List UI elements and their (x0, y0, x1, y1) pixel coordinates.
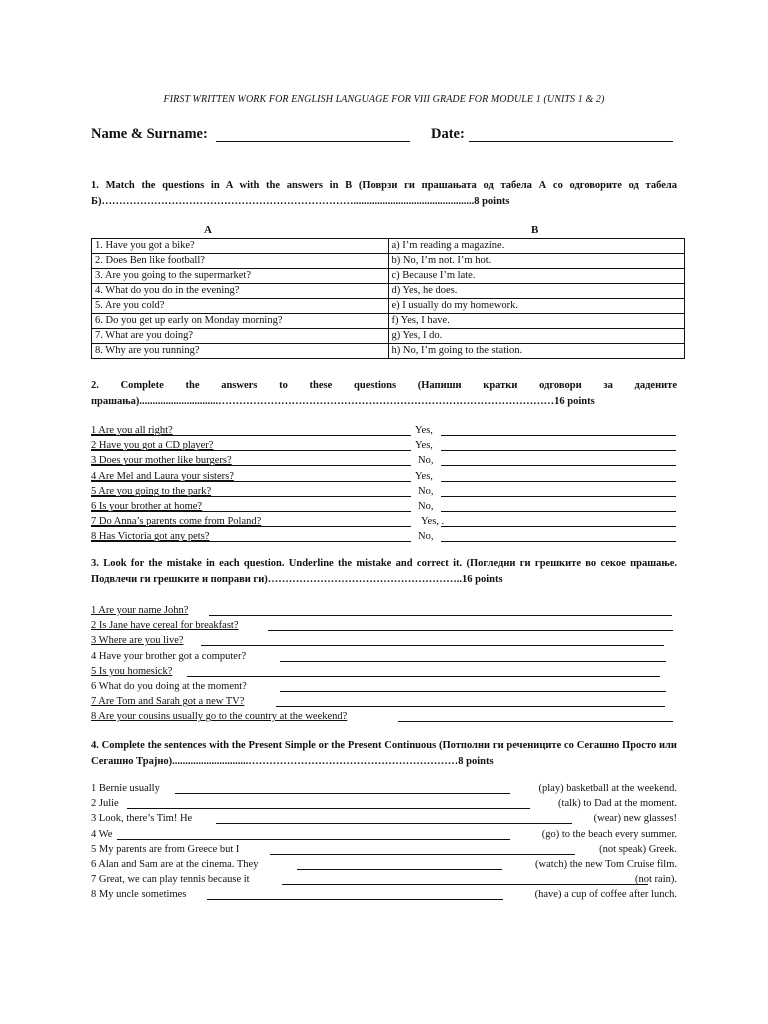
name-label: Name & Surname: (91, 126, 208, 142)
question-underline (91, 450, 411, 451)
correction-line[interactable] (280, 691, 666, 692)
verb-blank[interactable] (207, 899, 503, 900)
verb-blank[interactable] (297, 869, 502, 870)
section1-instruction-text: 1. Match the questions in A with the answers in B (Поврзи ги прашањата од табела А со одговорите од табела Б)……………………………………………………………….............................................. (91, 180, 677, 207)
question-text: 7 Are Tom and Sarah got a new TV? (91, 696, 245, 708)
question-underline (91, 481, 411, 482)
question-text: 1 Are you all right? (91, 425, 173, 436)
question-text: 2 Have you got a CD player? (91, 440, 214, 452)
correction-line[interactable] (201, 645, 664, 646)
question-cell: 2. Does Ben like football? (92, 254, 389, 269)
answer-prefix: No, (418, 501, 434, 512)
sentence-start: 2 Julie (91, 798, 119, 810)
question-cell: 7. What are you doing? (92, 329, 389, 344)
question-text: 8 Are your cousins usually go to the country at the weekend? (91, 711, 348, 723)
table-row (92, 299, 685, 314)
question-text: 7 Do Anna’s parents come from Poland? (91, 516, 262, 528)
answer-line[interactable] (441, 450, 676, 451)
sentence-start: 6 Alan and Sam are at the cinema. They (91, 859, 259, 870)
answer-prefix: Yes, (415, 425, 433, 436)
name-field[interactable] (216, 127, 410, 142)
section1-instruction (91, 178, 677, 210)
table-row (92, 284, 685, 299)
question-cell: 8. Why are you running? (92, 344, 389, 359)
table-row (92, 239, 685, 254)
question-underline (91, 465, 411, 466)
question-underline (91, 496, 411, 497)
question-text: 5 Are you going to the park? (91, 485, 212, 497)
sentence-end: (wear) new glasses! (593, 813, 677, 825)
table-row (92, 314, 685, 329)
section3-instruction (91, 556, 677, 588)
sentence-start: 3 Look, there’s Tim! He (91, 813, 193, 825)
column-a-header: A (204, 224, 212, 236)
answer-prefix: No, (418, 455, 434, 467)
question-underline (91, 511, 411, 512)
verb-blank[interactable] (270, 854, 575, 855)
section3-instruction-text: 3. Look for the mistake in each question. Underline the mistake and correct it. (Погледни ги грешките во секое прашање. Подвлечи ги грешките и поправи ги)……………………………………………….. (91, 558, 677, 585)
correction-line[interactable] (187, 676, 660, 677)
correction-line[interactable] (209, 615, 672, 616)
answer-cell: f) Yes, I have. (388, 314, 685, 329)
question-text: 3 Does your mother like burgers? (91, 455, 232, 467)
document-title: FIRST WRITTEN WORK FOR ENGLISH LANGUAGE FOR VIII GRADE FOR MODULE 1 (UNITS 1 & 2) (163, 94, 605, 105)
question-underline (91, 541, 411, 542)
question-cell: 6. Do you get up early on Monday morning? (92, 314, 389, 329)
sentence-start: 4 We (91, 828, 113, 840)
sentence-end: (not rain). (635, 874, 677, 886)
verb-blank[interactable] (282, 884, 648, 885)
question-cell: 1. Have you got a bike? (92, 239, 389, 254)
date-field[interactable] (469, 127, 673, 142)
verb-blank[interactable] (216, 823, 572, 824)
sentence-start: 1 Bernie usually (91, 783, 160, 794)
question-cell: 5. Are you cold? (92, 299, 389, 314)
section2-points: 16 points (554, 396, 595, 407)
question-text: 3 Where are you live? (91, 635, 184, 647)
question-text: 2 Is Jane have cereal for breakfast? (91, 620, 239, 632)
section4-points: 8 points (458, 756, 494, 767)
sentence-start: 8 My uncle sometimes (91, 889, 187, 901)
answer-prefix: No, (418, 531, 434, 543)
question-text: 8 Has Victoria got any pets? (91, 531, 210, 543)
section3-points: 16 points (462, 574, 503, 585)
section2-instruction-text: 2. Complete the answers to these questions (Напиши кратки одговори за дадените прашања)..............................…………………………………………………………………………………… (91, 380, 677, 407)
question-text: 6 Is your brother at home? (91, 501, 203, 512)
date-label: Date: (431, 126, 465, 142)
verb-blank[interactable] (175, 793, 510, 794)
sentence-end: (watch) the new Tom Cruise film. (535, 859, 677, 870)
question-underline (91, 435, 411, 436)
answer-cell: e) I usually do my homework. (388, 299, 685, 314)
question-underline (91, 526, 411, 527)
section4-instruction-text: 4. Complete the sentences with the Present Simple or the Present Continuous (Потполни ги речениците со Сегашно Просто или Сегашно Трајно).............................…………………………………………………… (91, 740, 677, 767)
question-text: 4 Are Mel and Laura your sisters? (91, 470, 234, 482)
column-b-header: B (531, 224, 539, 236)
verb-blank[interactable] (117, 839, 510, 840)
answer-line[interactable] (441, 465, 676, 466)
table-row (92, 254, 685, 269)
answer-cell: g) Yes, I do. (388, 329, 685, 344)
answer-cell: c) Because I’m late. (388, 269, 685, 284)
answer-line[interactable] (441, 541, 676, 542)
question-text: 4 Have your brother got a computer? (91, 650, 247, 662)
correction-line[interactable] (280, 661, 666, 662)
question-cell: 3. Are you going to the supermarket? (92, 269, 389, 284)
table-row (92, 329, 685, 344)
answer-cell: h) No, I’m going to the station. (388, 344, 685, 359)
answer-line[interactable] (441, 481, 676, 482)
answer-line[interactable] (441, 435, 676, 436)
answer-line[interactable] (441, 511, 676, 512)
verb-blank[interactable] (127, 808, 530, 809)
question-text: 1 Are your name John? (91, 605, 189, 616)
answer-cell: b) No, I’m not. I’m hot. (388, 254, 685, 269)
answer-prefix: Yes, (415, 440, 433, 452)
answer-cell: d) Yes, he does. (388, 284, 685, 299)
answer-prefix: Yes, (415, 470, 433, 482)
sentence-end: (play) basketball at the weekend. (538, 783, 677, 794)
answer-prefix: No, (418, 485, 434, 497)
correction-line[interactable] (268, 630, 673, 631)
matching-table (91, 238, 685, 359)
section4-instruction (91, 738, 677, 770)
sentence-start: 5 My parents are from Greece but I (91, 843, 240, 855)
sentence-end: (go) to the beach every summer. (541, 828, 677, 840)
correction-line[interactable] (398, 721, 673, 722)
section2-instruction (91, 378, 677, 410)
question-text: 5 Is you homesick? (91, 665, 173, 677)
answer-line[interactable] (441, 496, 676, 497)
sentence-end: (have) a cup of coffee after lunch. (534, 889, 677, 901)
table-row (92, 269, 685, 284)
answer-prefix: Yes, . (421, 516, 445, 528)
section1-points: 8 points (474, 196, 510, 207)
sentence-end: (talk) to Dad at the moment. (558, 798, 677, 810)
sentence-start: 7 Great, we can play tennis because it (91, 874, 250, 886)
question-text: 6 What do you doing at the moment? (91, 681, 247, 692)
sentence-end: (not speak) Greek. (599, 843, 677, 855)
answer-line[interactable] (441, 526, 676, 527)
table-row (92, 344, 685, 359)
question-cell: 4. What do you do in the evening? (92, 284, 389, 299)
answer-cell: a) I’m reading a magazine. (388, 239, 685, 254)
correction-line[interactable] (276, 706, 665, 707)
